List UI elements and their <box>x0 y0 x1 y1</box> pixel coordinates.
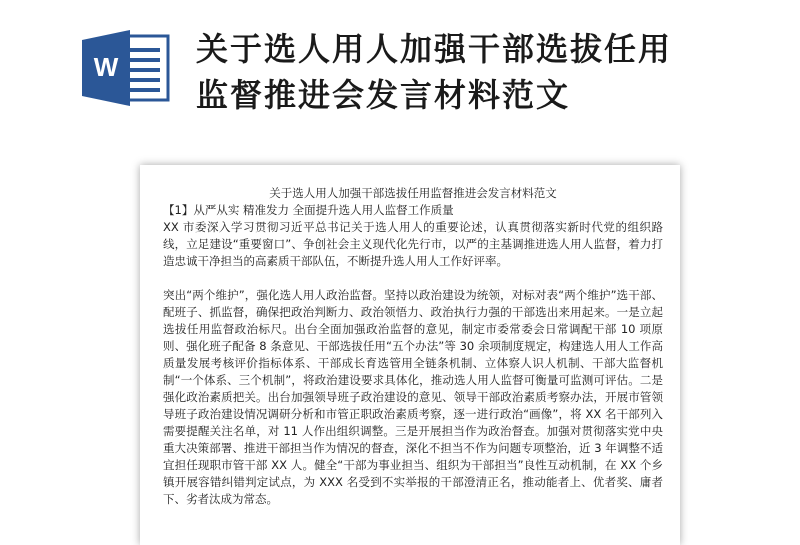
word-icon-letter: W <box>93 52 119 82</box>
page-title-line-1: 关于选人用人加强干部选拔任用 <box>196 30 673 68</box>
paragraph-gap <box>163 270 663 287</box>
page-title <box>196 26 776 118</box>
page-title-line-2: 监督推进会发言材料范文 <box>196 76 571 114</box>
document-content <box>163 185 663 508</box>
header <box>0 0 800 150</box>
document-title: 关于选人用人加强干部选拔任用监督推进会发言材料范文 <box>269 186 557 200</box>
microsoft-word-icon <box>78 30 172 106</box>
intro-paragraph: XX 市委深入学习贯彻习近平总书记关于选人用人的重要论述，认真贯彻落实新时代党的组织路线，立足建设“重要窗口”、争创社会主义现代化先行市，以严的主基调推进选人用人监督，着力打造忠诚干净担当的高素质干部队伍，不断提升选人用人工作好评率。 <box>163 220 663 268</box>
body-paragraph: 突出“两个维护”，强化选人用人政治监督。坚持以政治建设为统领，对标对表“两个维护”选干部、配班子、抓监督，确保把政治判断力、政治领悟力、政治执行力强的干部选出来用起来。一是立起选拔任用监督政治标尺。出台全面加强政治监督的意见，制定市委常委会日常调配干部 10 项原则、强化班子配备 8 条意见、干部选拔任用“五个办法”等 30 余项制度规定，构建选人用人工作高质量发展考核评价指标体系、干部成长育选管用全链条机制、立体察人识人机制、干部大监督机制“一个体系、三个机制”，将政治建设要求具体化，推动选人用人监督可衡量可监测可评估。二是强化政治素质把关。出台加强领导班子政治建设的意见、领导干部政治素质考察办法，开展市管领导班子政治建设情况调研分析和市管正职政治素质考察，逐一进行政治“画像”，将 XX 名干部列入需要提醒关注名单，对 11 人作出组织调整。三是开展担当作为政治督查。加强对贯彻落实党中央重大决策部署、推进干部担当作为情况的督查，深化不担当不作为问题专项整治，近 3 年调整不适宜担任现职市管干部 XX 人。健全“干部为事业担当、组织为干部担当”良性互动机制，在 XX 个乡镇开展容错纠错判定试点，为 XXX 名受到不实举报的干部澄清正名，推动能者上、优者奖、庸者下、劣者汰成为常态。 <box>163 288 663 506</box>
section-heading: 【1】从严从实 精准发力 全面提升选人用人监督工作质量 <box>163 203 454 217</box>
